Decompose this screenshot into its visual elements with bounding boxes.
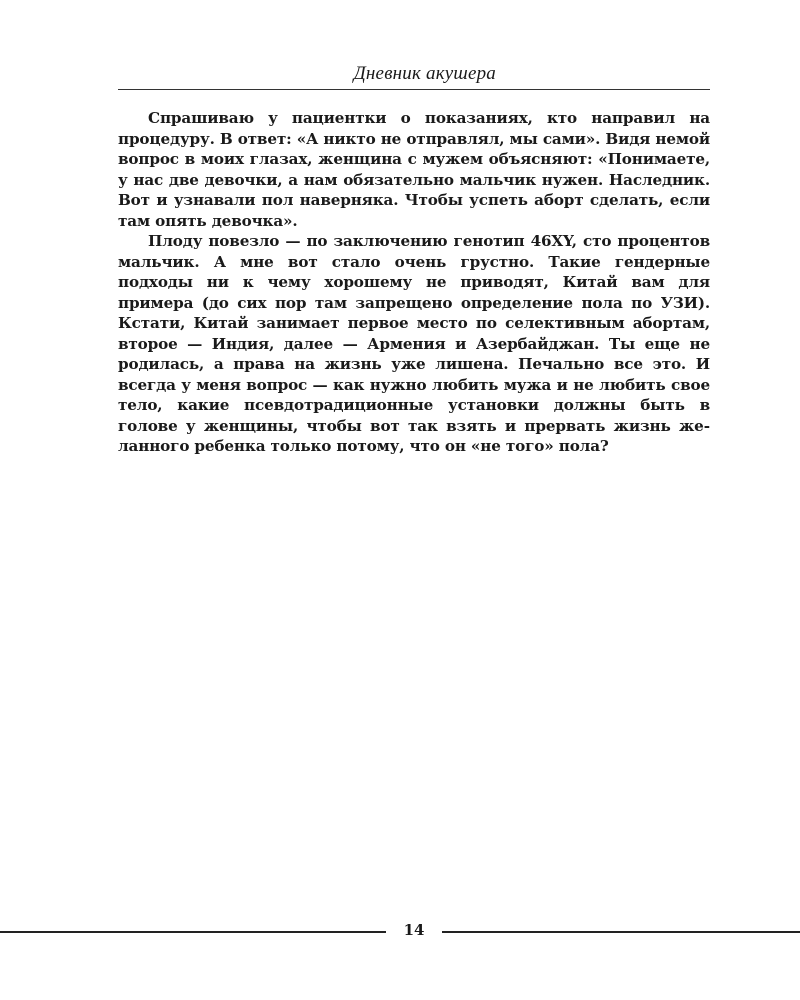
footer-rule-right bbox=[442, 931, 800, 933]
running-head bbox=[118, 62, 710, 86]
header-rule bbox=[118, 89, 710, 90]
footer-rule-left bbox=[0, 931, 386, 933]
running-title: Дневник акушера bbox=[353, 63, 496, 84]
body-text bbox=[118, 108, 710, 457]
paragraph: Спрашиваю у пациентки о показаниях, кто направил на процедуру. В ответ: «А никто не отправлял, мы сами». Видя немой вопрос в моих глазах, женщина с мужем объясняют: «Понимаете, у нас две девочки, а нам обязательно мальчик нужен. Наследник. Вот и узнавали пол наверняка. Чтобы успеть аборт сделать, если там опять девочка». bbox=[118, 109, 710, 230]
paragraph: Плоду повезло — по заключению генотип 46XY, сто процентов мальчик. А мне вот стало очень грустно. Такие гендерные подходы ни к чему хорошему не приводят, Китай вам для примера (до сих пор там запрещено определение пола по УЗИ). Кстати, Китай занимает первое место по селективным абортам, второе — Индия, далее — Армения и Азербайджан. Ты еще не родилась, а права на жизнь уже лишена. Печально все это. И всегда у меня вопрос — как нужно любить мужа и не любить свое тело, какие псевдотрадиционные установки должны быть в голове у женщины, чтобы вот так взять и прервать жизнь желанного ребенка только потому, что он «не того» пола? bbox=[118, 232, 710, 455]
page-number: 14 bbox=[403, 921, 425, 939]
